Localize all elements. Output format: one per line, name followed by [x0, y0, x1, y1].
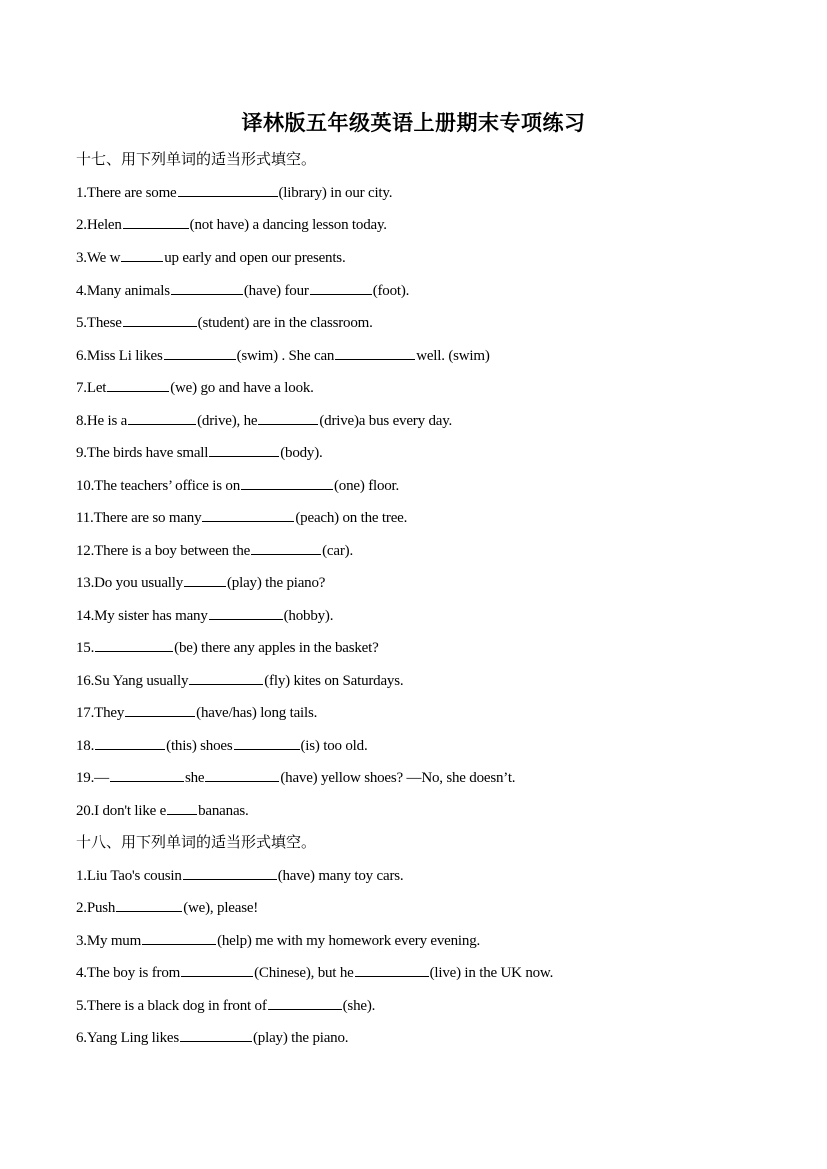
- section-17-item-9: [76, 443, 323, 462]
- answer-blank[interactable]: [125, 703, 195, 717]
- answer-blank[interactable]: [123, 215, 189, 229]
- item-prompt: 16.Su Yang usually: [76, 673, 189, 689]
- item-hint: (swim) . She can: [236, 348, 335, 364]
- item-hint: (is) too old.: [300, 738, 368, 754]
- answer-blank[interactable]: [268, 996, 342, 1010]
- item-hint: (have/has) long tails.: [196, 705, 318, 721]
- answer-blank[interactable]: [95, 736, 165, 750]
- section-17-item-7: [76, 378, 314, 397]
- item-hint: (peach) on the tree.: [295, 510, 408, 526]
- section-17-item-5: [76, 313, 373, 332]
- answer-blank[interactable]: [251, 541, 321, 555]
- section-17-item-19: [76, 768, 515, 787]
- section-17-item-4: [76, 281, 409, 300]
- item-prompt: 18.: [76, 738, 95, 754]
- section-18-item-1: [76, 866, 403, 885]
- item-prompt: 1.Liu Tao's cousin: [76, 868, 182, 884]
- item-hint: (drive)a bus every day.: [319, 413, 453, 429]
- answer-blank[interactable]: [171, 281, 243, 295]
- item-prompt: 11.There are so many: [76, 510, 202, 526]
- item-prompt: 14.My sister has many: [76, 608, 208, 624]
- section-17-item-2: [76, 215, 387, 234]
- item-hint: (play) the piano?: [227, 575, 326, 591]
- section-17-item-12: [76, 541, 353, 560]
- answer-blank[interactable]: [107, 378, 169, 392]
- item-hint: (library) in our city.: [278, 185, 393, 201]
- answer-blank[interactable]: [310, 281, 372, 295]
- item-prompt: 2.Push: [76, 900, 116, 916]
- item-hint: (not have) a dancing lesson today.: [189, 217, 387, 233]
- item-hint: (foot).: [372, 283, 410, 299]
- item-prompt: 6.Miss Li likes: [76, 348, 163, 364]
- item-hint: (one) floor.: [334, 478, 400, 494]
- item-prompt: 1.There are some: [76, 185, 177, 201]
- answer-blank[interactable]: [123, 313, 197, 327]
- item-hint: she: [184, 770, 205, 786]
- answer-blank[interactable]: [355, 963, 429, 977]
- section-17-heading: 十七、用下列单词的适当形式填空。: [76, 150, 317, 168]
- item-hint: (fly) kites on Saturdays.: [264, 673, 404, 689]
- item-prompt: 4.Many animals: [76, 283, 170, 299]
- section-17-item-6: [76, 346, 490, 365]
- item-hint: well. (swim): [416, 348, 490, 364]
- item-prompt: 19.—: [76, 770, 109, 786]
- section-18-heading: 十八、用下列单词的适当形式填空。: [76, 833, 317, 851]
- section-18-item-4: [76, 963, 553, 982]
- item-hint: (have) yellow shoes? —No, she doesn’t.: [280, 770, 516, 786]
- item-hint: (body).: [280, 445, 323, 461]
- section-17-item-18: [76, 736, 368, 755]
- answer-blank[interactable]: [205, 768, 279, 782]
- item-prompt: 3.We w: [76, 250, 121, 266]
- answer-blank[interactable]: [258, 411, 318, 425]
- item-hint: (live) in the UK now.: [429, 965, 554, 981]
- answer-blank[interactable]: [189, 671, 263, 685]
- answer-blank[interactable]: [209, 606, 283, 620]
- section-18-item-5: [76, 996, 375, 1015]
- page-title: 译林版五年级英语上册期末专项练习: [241, 110, 586, 135]
- answer-blank[interactable]: [180, 1028, 252, 1042]
- answer-blank[interactable]: [116, 898, 182, 912]
- answer-blank[interactable]: [202, 508, 294, 522]
- item-prompt: 9.The birds have small: [76, 445, 209, 461]
- section-17-item-16: [76, 671, 403, 690]
- item-hint: (help) me with my homework every evening.: [217, 933, 481, 949]
- section-17-item-1: [76, 183, 392, 202]
- answer-blank[interactable]: [234, 736, 300, 750]
- item-prompt: 2.Helen: [76, 217, 122, 233]
- item-hint: (Chinese), but he: [254, 965, 354, 981]
- section-17-item-10: [76, 476, 399, 495]
- answer-blank[interactable]: [167, 801, 197, 815]
- answer-blank[interactable]: [121, 248, 163, 262]
- section-17-item-20: [76, 801, 249, 820]
- item-prompt: 10.The teachers’ office is on: [76, 478, 240, 494]
- section-17-item-3: [76, 248, 346, 267]
- item-prompt: 3.My mum: [76, 933, 142, 949]
- answer-blank[interactable]: [95, 638, 173, 652]
- item-hint: up early and open our presents.: [164, 250, 346, 266]
- section-17-item-17: [76, 703, 317, 722]
- section-17-item-8: [76, 411, 452, 430]
- item-hint: (student) are in the classroom.: [197, 315, 373, 331]
- answer-blank[interactable]: [209, 443, 279, 457]
- item-prompt: 12.There is a boy between the: [76, 543, 251, 559]
- item-hint: bananas.: [198, 803, 249, 819]
- item-prompt: 20.I don't like e: [76, 803, 167, 819]
- answer-blank[interactable]: [241, 476, 333, 490]
- item-prompt: 7.Let: [76, 380, 107, 396]
- item-prompt: 5.There is a black dog in front of: [76, 998, 267, 1014]
- item-hint: (have) many toy cars.: [277, 868, 404, 884]
- item-hint: (car).: [322, 543, 353, 559]
- section-17-item-15: [76, 638, 379, 657]
- section-18-item-6: [76, 1028, 348, 1047]
- section-17-item-13: [76, 573, 325, 592]
- section-17-item-14: [76, 606, 333, 625]
- item-hint: (we) go and have a look.: [170, 380, 314, 396]
- answer-blank[interactable]: [110, 768, 184, 782]
- item-prompt: 4.The boy is from: [76, 965, 181, 981]
- item-hint: (hobby).: [283, 608, 334, 624]
- item-hint: (have) four: [243, 283, 309, 299]
- item-hint: (we), please!: [183, 900, 259, 916]
- item-prompt: 5.These: [76, 315, 122, 331]
- answer-blank[interactable]: [178, 183, 278, 197]
- item-hint: (play) the piano.: [253, 1030, 349, 1046]
- item-prompt: 15.: [76, 640, 95, 656]
- answer-blank[interactable]: [181, 963, 253, 977]
- section-18-item-2: [76, 898, 258, 917]
- answer-blank[interactable]: [184, 573, 226, 587]
- item-hint: (she).: [342, 998, 376, 1014]
- answer-blank[interactable]: [183, 866, 277, 880]
- item-prompt: 6.Yang Ling likes: [76, 1030, 179, 1046]
- item-hint: (be) there any apples in the basket?: [174, 640, 379, 656]
- section-17-item-11: [76, 508, 407, 527]
- answer-blank[interactable]: [142, 931, 216, 945]
- item-hint: (this) shoes: [166, 738, 233, 754]
- item-prompt: 13.Do you usually: [76, 575, 184, 591]
- answer-blank[interactable]: [164, 346, 236, 360]
- item-prompt: 8.He is a: [76, 413, 128, 429]
- answer-blank[interactable]: [128, 411, 196, 425]
- answer-blank[interactable]: [335, 346, 415, 360]
- item-prompt: 17.They: [76, 705, 125, 721]
- section-18-item-3: [76, 931, 480, 950]
- item-hint: (drive), he: [197, 413, 258, 429]
